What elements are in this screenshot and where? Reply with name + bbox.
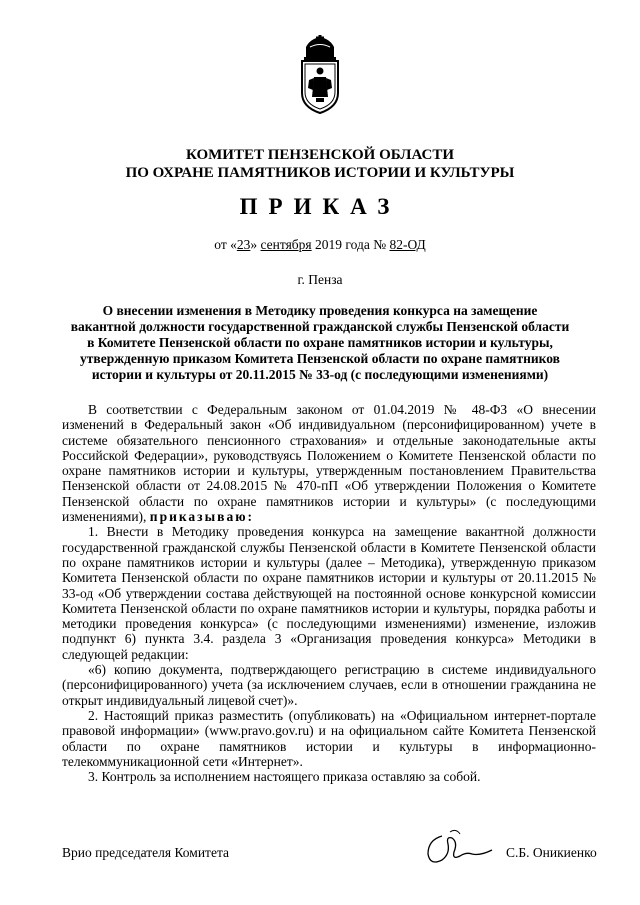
signatory-name: С.Б. Оникиенко	[506, 845, 597, 860]
date-month: сентября	[260, 237, 312, 252]
order-subject: О внесении изменения в Методику проведения конкурса на замещение вакантной должности государственной гражданской службы Пензенской области в Комитете Пензенской области по охране памятников истории и культуры, утвержденную приказом Комитета Пензенской области по охране памятников истории и культуры от 20.11.2015 № 33-од (с последующими изменениями)	[70, 303, 570, 382]
body-paragraph-4: 2. Настоящий приказ разместить (опубликовать) на «Официальном интернет-портале правовой информации» (www.pravo.gov.ru) и на официальном сайте Комитета Пензенской области по охране памятников истории и культуры в информационно-телекоммуникационной сети «Интернет».	[62, 707, 596, 769]
body-paragraph-1: В соответствии с Федеральным законом от 01.04.2019 № 48-ФЗ «О внесении изменений в Федеральный закон «Об индивидуальном (персонифицированном) учете в системе обязательного пенсионного страхования» и отдельные законодательные акты Российской Федерации», руководствуясь Положением о Комитете Пензенской области по охране памятников истории и культуры, утвержденным постановлением Правительства Пензенской области от 24.08.2015 № 470-пП «Об утверждении Положения о Комитете Пензенской области по охране памятников истории и культуры» (с последующими изменениями), приказываю:	[62, 402, 596, 525]
order-body	[62, 402, 596, 784]
body-paragraph-2: 1. Внести в Методику проведения конкурса на замещение вакантной должности государственной гражданской службы Пензенской области в Комитете Пензенской области по охране памятников истории и культуры (далее – Методика), утвержденную приказом Комитета Пензенской области по охране памятников истории и культуры от 20.11.2015 № 33-од «Об утверждении состава действующей на постоянной основе конкурсной комиссии Комитета Пензенской области по охране памятников истории и культуры, порядка работы и методики проведения конкурса» (с последующими изменениями) изменение, изложив подпункт 6) пункта 3.4. раздела 3 «Организация проведения конкурса» Методики в следующей редакции:	[62, 524, 596, 662]
handwritten-signature	[420, 826, 500, 870]
signatory-position: Врио председателя Комитета	[62, 845, 229, 860]
order-date-line	[0, 237, 640, 253]
document-type-title: ПРИКАЗ	[239, 194, 401, 219]
org-name-line2: ПО ОХРАНЕ ПАМЯТНИКОВ ИСТОРИИ И КУЛЬТУРЫ	[125, 165, 515, 181]
city-line: г. Пенза	[297, 272, 343, 287]
date-year: 2019 года №	[311, 237, 390, 252]
body-paragraph-3: «6) копию документа, подтверждающего регистрацию в системе индивидуального (персонифицированного) учета (за исключением случаев, если в отношении гражданина не открыт индивидуальный лицевой счет)».	[62, 662, 596, 708]
date-mid: »	[250, 237, 261, 252]
date-day: 23	[236, 237, 251, 252]
date-prefix: от «	[214, 237, 237, 252]
order-verb: приказываю:	[149, 509, 255, 525]
order-number: 82-ОД	[389, 237, 426, 252]
coat-of-arms-emblem	[296, 35, 344, 115]
body-paragraph-5: 3. Контроль за исполнением настоящего приказа оставляю за собой.	[88, 769, 481, 785]
org-name-line1: КОМИТЕТ ПЕНЗЕНСКОЙ ОБЛАСТИ	[185, 147, 455, 163]
